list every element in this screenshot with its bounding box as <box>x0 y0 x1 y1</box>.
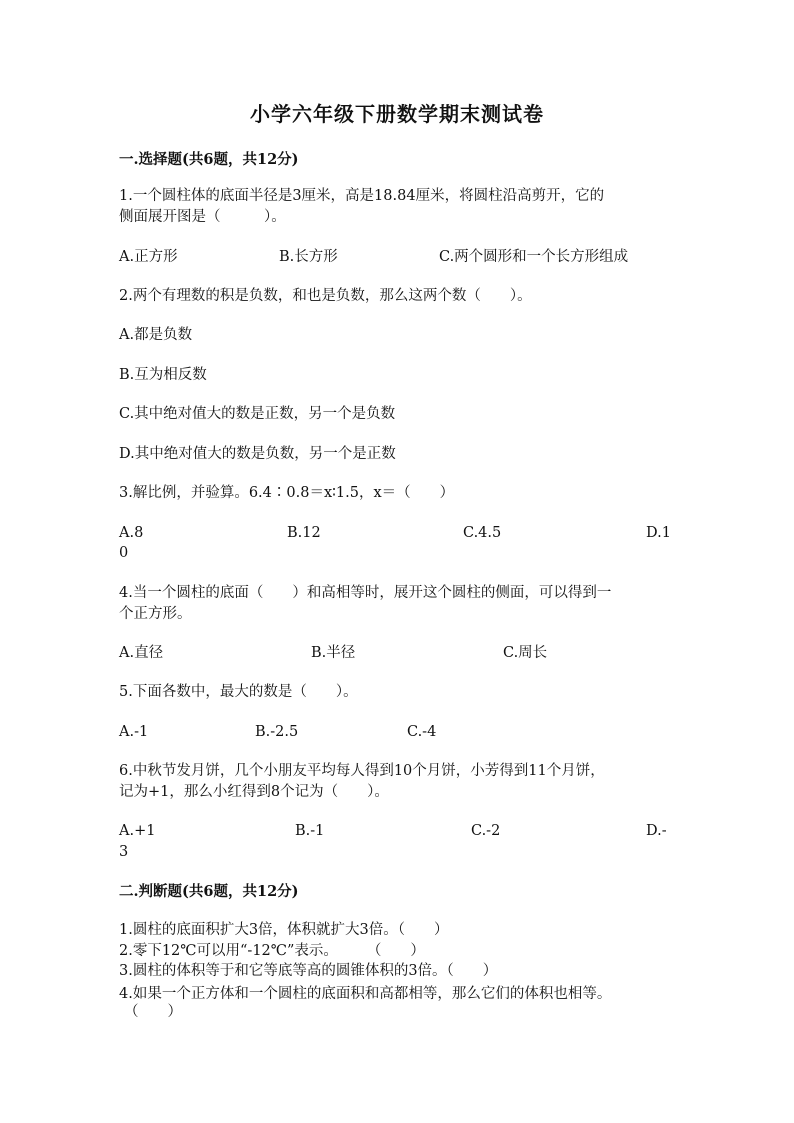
q2-option-c: C.其中绝对值大的数是正数，另一个是负数 <box>119 406 396 422</box>
q3-text-line1: 3.解比例，并验算。6.4∶0.8＝x∶1.5，x＝（ ） <box>119 485 455 501</box>
q2-option-a: A.都是负数 <box>119 327 193 343</box>
q5-text-line1: 5.下面各数中，最大的数是（ ）。 <box>119 684 358 700</box>
q1-option-c: C.两个圆形和一个长方形组成 <box>439 249 629 265</box>
q6-option-d: D.- <box>646 823 667 839</box>
q2-option-b: B.互为相反数 <box>119 367 207 383</box>
q6-option-b: B.-1 <box>295 823 325 839</box>
q3-option-d-wrap: 0 <box>119 545 129 561</box>
q6-option-a: A.+1 <box>119 823 156 839</box>
q1-text-line2: 侧面展开图是（ ）。 <box>119 209 286 225</box>
q3-option-c: C.4.5 <box>463 525 502 541</box>
q3-option-a: A.8 <box>119 525 144 541</box>
q5-option-a: A.-1 <box>119 724 149 740</box>
q4-text-line2: 个正方形。 <box>119 606 192 622</box>
q3-option-d: D.1 <box>646 525 671 541</box>
page-title: 小学六年级下册数学期末测试卷 <box>250 102 544 126</box>
q1-text-line1: 1.一个圆柱体的底面半径是3厘米，高是18.84厘米，将圆柱沿高剪开，它的 <box>119 188 605 204</box>
q6-option-d-wrap: 3 <box>119 844 129 860</box>
judge-item-1: 1.圆柱的底面积扩大3倍，体积就扩大3倍。（ ） <box>119 922 449 938</box>
q4-option-b: B.半径 <box>311 645 356 661</box>
q5-option-c: C.-4 <box>407 724 437 740</box>
q4-option-a: A.直径 <box>119 645 164 661</box>
judge-item-3: 3.圆柱的体积等于和它等底等高的圆锥体积的3倍。（ ） <box>119 963 498 979</box>
q1-option-b: B.长方形 <box>279 249 338 265</box>
q6-option-c: C.-2 <box>471 823 501 839</box>
q3-option-b: B.12 <box>287 525 321 541</box>
section-heading-judge: 二.判断题(共6题，共12分) <box>119 883 299 900</box>
q4-text-line1: 4.当一个圆柱的底面（ ）和高相等时，展开这个圆柱的侧面，可以得到一 <box>119 585 612 601</box>
judge-item-2: 2.零下12℃可以用“-12℃”表示。 （ ） <box>119 943 425 959</box>
q1-option-a: A.正方形 <box>119 249 178 265</box>
section-heading-choice: 一.选择题(共6题，共12分) <box>119 151 299 168</box>
q6-text-line1: 6.中秋节发月饼，几个小朋友平均每人得到10个月饼，小芳得到11个月饼， <box>119 763 605 779</box>
q5-option-b: B.-2.5 <box>255 724 299 740</box>
judge-item-4-line1: 4.如果一个正方体和一个圆柱的底面积和高都相等，那么它们的体积也相等。 <box>119 986 612 1002</box>
q2-option-d: D.其中绝对值大的数是负数，另一个是正数 <box>119 446 396 462</box>
q6-text-line2: 记为+1，那么小红得到8个记为（ ）。 <box>119 784 389 800</box>
q4-option-c: C.周长 <box>503 645 548 661</box>
judge-item-4-line2: （ ） <box>124 1004 182 1020</box>
q2-text-line1: 2.两个有理数的积是负数，和也是负数，那么这两个数（ ）。 <box>119 288 532 304</box>
